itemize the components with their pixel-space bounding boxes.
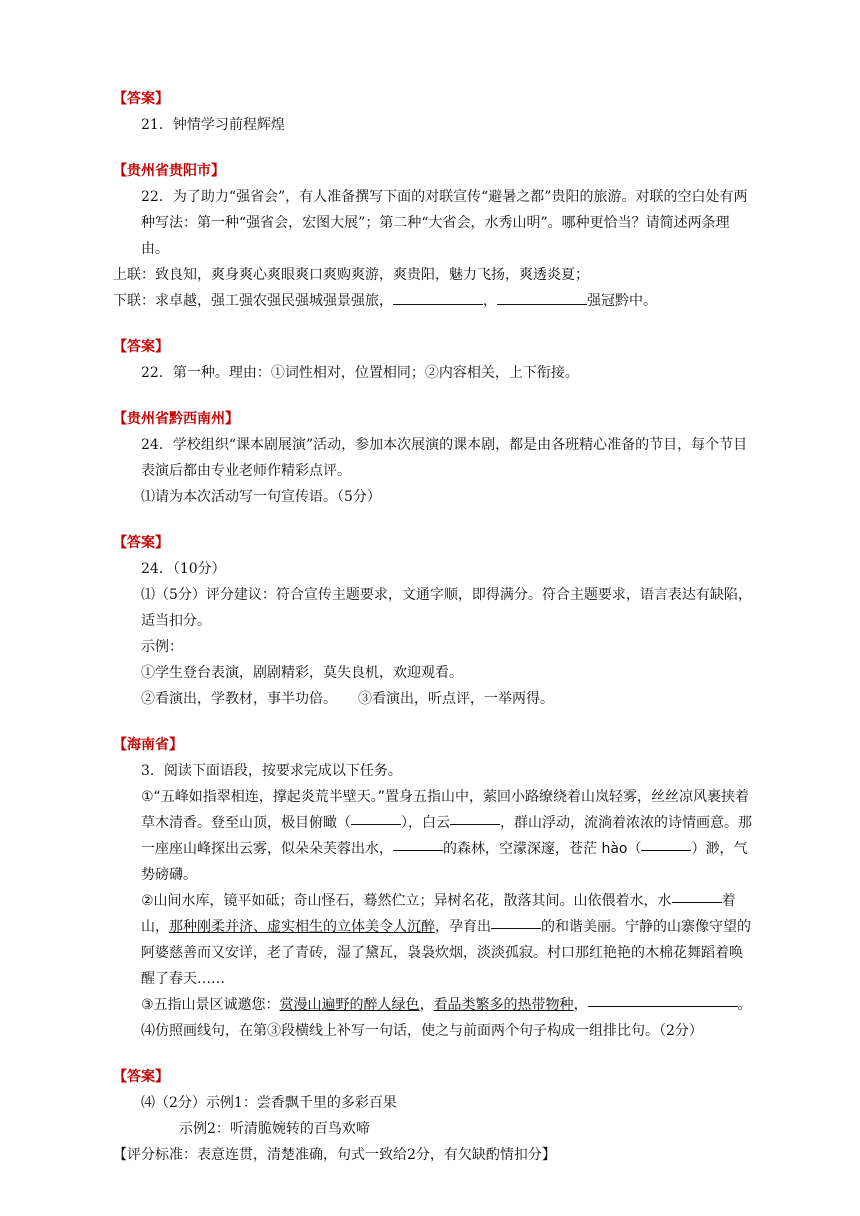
underlined-sentence: 赏漫山遍野的醉人绿色: [279, 997, 420, 1013]
spacer: [113, 386, 753, 406]
fill-blank: [672, 888, 722, 903]
fill-blank: [491, 914, 541, 929]
underlined-sentence: 看品类繁多的热带物种: [433, 997, 574, 1013]
couplet-line: 下联：求卓越，强工强农强民强城强景强旅， ， 强冠黔中。: [113, 288, 753, 314]
couplet-line: 上联：致良知，爽身爽心爽眼爽口爽购爽游，爽贵阳，魅力飞扬，爽透炎夏；: [113, 267, 589, 283]
text-line: 22．第一种。理由：①词性相对，位置相同；②内容相关，上下衔接。: [141, 365, 579, 381]
answer-tag: 【答案】: [113, 339, 169, 355]
fill-blank: [641, 836, 691, 851]
fill-blank: [450, 810, 500, 825]
text-line: ⑴请为本次活动写一句宣传语。（5分）: [141, 489, 381, 505]
fill-blank: [393, 290, 483, 305]
fill-blank: [588, 992, 738, 1007]
answer-tag: 【答案】: [113, 535, 169, 551]
paragraph: 22．为了助力“强省会”，有人准备撰写下面的对联宣传“避暑之都”贵阳的旅游。对联的空白处有两种写法：第一种“强省会，宏图大展”；第二种“大省会，水秀山明”。哪种更恰当？请简述两条理由。: [141, 189, 748, 257]
text-line: 24．（10分）: [141, 561, 226, 577]
scoring-note: 【评分标准：表意连贯，清楚准确，句式一致给2分，有欠缺酌情扣分】: [113, 1147, 556, 1163]
region-heading: 【贵州省贵阳市】: [113, 163, 225, 179]
answer-tag: 【答案】: [113, 91, 169, 107]
answer-tag: 【答案】: [113, 1069, 169, 1085]
text-line: 3．阅读下面语段，按要求完成以下任务。: [141, 763, 402, 779]
spacer: [113, 510, 753, 530]
fill-blank: [497, 290, 587, 305]
text-line: 21．钟情学习前程辉煌: [141, 117, 285, 133]
underlined-sentence: 那种刚柔并济、虚实相生的立体美令人沉醉: [169, 919, 435, 935]
region-heading: 【贵州省黔西南州】: [113, 411, 239, 427]
fill-blank: [351, 810, 401, 825]
paragraph: 24．学校组织“课本剧展演”活动，参加本次展演的课本剧，都是由各班精心准备的节目，每个节目表演后都由专业老师作精彩点评。: [141, 437, 748, 479]
paragraph: ⑴（5分）评分建议：符合宣传主题要求，文通字顺，即得满分。符合主题要求，语言表达有缺陷，适当扣分。: [141, 587, 752, 629]
text-line: ①学生登台表演，剧剧精彩，莫失良机，欢迎观看。: [141, 665, 463, 681]
text-line: ②看演出，学教材，事半功倍。 ③看演出，听点评，一举两得。: [141, 691, 554, 707]
passage-paragraph: ②山间水库，镜平如砥；奇山怪石，蓦然伫立；异树名花，散落其间。山依偎着水，水 着山，那种刚柔并济、虚实相生的立体美令人沉醉，孕育出 的和谐美丽。宁静的山寨像守望的阿婆慈善而又安详，老了青砖，湿了黛瓦，袅袅炊烟，淡淡孤寂。村口那红艳艳的木棉花舞蹈着唤醒了春天……: [113, 888, 753, 992]
document-page: [113, 86, 753, 1168]
passage-paragraph: ①“五峰如指翠相连，撑起炎荒半壁天。”置身五指山中，萦回小路缭绕着山岚轻雾，丝丝凉风裹挟着草木清香。登至山顶，极目俯瞰（ ），白云 ，群山浮动，流淌着浓浓的诗情画意。那一座座山峰探出云雾，似朵朵芙蓉出水， 的森林，空濛深邃，苍茫 hào（ ）渺，气势磅礴。: [141, 789, 752, 883]
text-line: 示例：: [141, 639, 183, 655]
text-line: ⑷（2分）示例1：尝香飘千里的多彩百果: [141, 1095, 397, 1111]
region-heading: 【海南省】: [113, 737, 183, 753]
text-line: ⑷仿照画线句，在第③段横线上补写一句话，使之与前面两个句子构成一组排比句。（2分）: [141, 1023, 703, 1039]
passage-paragraph: ③五指山景区诚邀您：赏漫山遍野的醉人绿色，看品类繁多的热带物种， 。: [113, 992, 753, 1018]
spacer: [113, 1044, 753, 1064]
spacer: [113, 138, 753, 158]
spacer: [113, 712, 753, 732]
fill-blank: [393, 836, 443, 851]
spacer: [113, 314, 753, 334]
text-line: 示例2：听清脆婉转的百鸟欢啼: [179, 1121, 370, 1137]
